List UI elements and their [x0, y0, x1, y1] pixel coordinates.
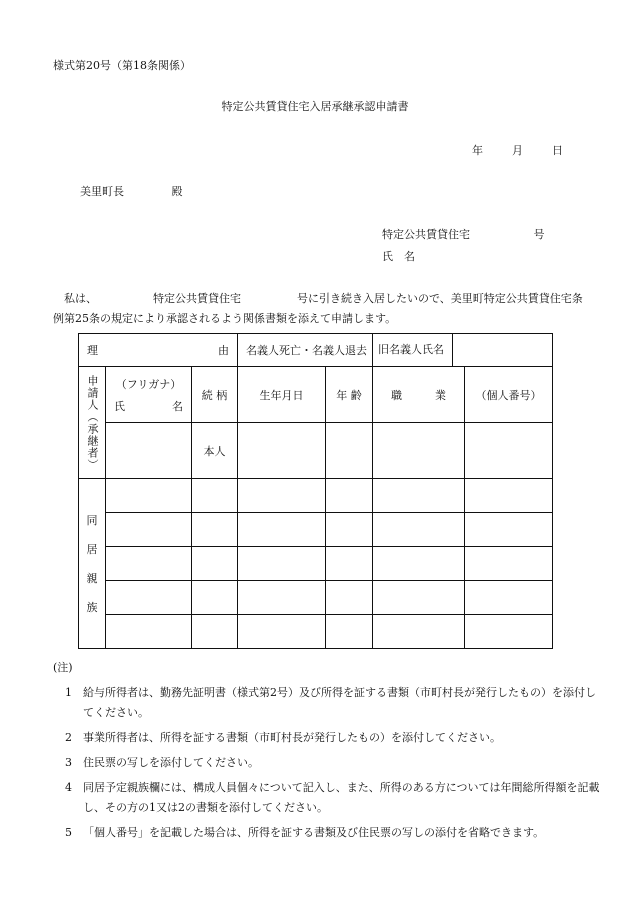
family-cell[interactable] [192, 581, 238, 615]
family-cell[interactable] [373, 615, 465, 649]
occupation-header: 職 業 [373, 367, 465, 423]
reason-label: 理 由 [79, 334, 238, 367]
family-section-label: 同 居 親 族 [79, 479, 106, 649]
family-cell[interactable] [192, 547, 238, 581]
applicant-occupation-cell[interactable] [373, 423, 465, 479]
former-name-label: 旧名義人氏名 [372, 334, 453, 366]
note-item: 3 住民票の写しを添付してください。 [65, 756, 259, 769]
family-cell[interactable] [373, 581, 465, 615]
notes-heading: (注) [53, 661, 73, 674]
family-cell[interactable] [192, 479, 238, 513]
applicant-section-label: 申請人（承継者） [79, 367, 106, 479]
age-header: 年 齢 [326, 367, 373, 423]
notes-section [53, 659, 603, 848]
family-cell[interactable] [326, 581, 373, 615]
reason-row [79, 334, 553, 367]
birthdate-header: 生年月日 [238, 367, 326, 423]
family-row [79, 513, 553, 547]
family-cell[interactable] [238, 615, 326, 649]
family-cell[interactable] [106, 581, 192, 615]
statement-part1: 私は、 [64, 292, 97, 305]
applicant-personal-number-cell[interactable] [465, 423, 553, 479]
family-cell[interactable] [192, 513, 238, 547]
family-cell[interactable] [326, 479, 373, 513]
personal-number-header: （個人番号） [465, 367, 553, 423]
statement-part3: 号に引き続き入居したいので、美里町特定公共賃貸住宅条例第25条の規定により承認されるよう関係書類を添えて申請します。 [53, 292, 583, 325]
note-item: 2 事業所得者は、所得を証する書類（市町村長が発行したもの）を添付してください。 [65, 731, 501, 744]
date-year: 年 [472, 144, 483, 157]
form-number: 様式第20号（第18条関係） [53, 59, 191, 72]
family-cell[interactable] [326, 513, 373, 547]
applicant-number-suffix: 号 [533, 228, 545, 241]
family-cell[interactable] [373, 513, 465, 547]
addressee [80, 183, 183, 199]
family-cell[interactable] [192, 615, 238, 649]
relation-header: 続 柄 [192, 367, 238, 423]
family-cell[interactable] [465, 479, 553, 513]
date-line [472, 142, 563, 158]
family-row [79, 615, 553, 649]
family-cell[interactable] [238, 513, 326, 547]
applicant-housing-label: 特定公共賃貸住宅 [382, 228, 470, 241]
family-cell[interactable] [465, 615, 553, 649]
header-row [79, 367, 553, 423]
statement-part2: 特定公共賃貸住宅 [153, 292, 241, 305]
applicant-name-label: 氏 名 [382, 250, 415, 263]
former-name-cell [373, 334, 553, 367]
family-cell[interactable] [326, 615, 373, 649]
applicant-relation-cell: 本人 [192, 423, 238, 479]
reason-value: 名義人死亡・名義人退去 [238, 334, 373, 367]
note-item: 4 同居予定親族欄には、構成人員個々について記入し、また、所得のある方については年間総所得額を記載し、その方の1又は2の書類を添付してください。 [65, 781, 600, 814]
application-statement [53, 289, 593, 329]
applicant-name-cell[interactable] [106, 423, 192, 479]
addressee-honorific: 殿 [171, 185, 183, 198]
addressee-name: 美里町長 [80, 185, 124, 198]
application-table [78, 333, 553, 649]
date-month: 月 [512, 144, 523, 157]
applicant-housing-line [382, 226, 545, 242]
family-cell[interactable] [465, 513, 553, 547]
family-cell[interactable] [238, 581, 326, 615]
family-row [79, 479, 553, 513]
family-cell[interactable] [106, 479, 192, 513]
family-cell[interactable] [373, 479, 465, 513]
date-day: 日 [552, 144, 563, 157]
note-item: 1 給与所得者は、勤務先証明書（様式第2号）及び所得を証する書類（市町村長が発行したもの）を添付してください。 [65, 686, 596, 719]
family-cell[interactable] [238, 547, 326, 581]
name-header: （フリガナ） 氏 名 [106, 367, 192, 423]
family-row [79, 547, 553, 581]
family-cell[interactable] [238, 479, 326, 513]
applicant-name-line [382, 248, 415, 264]
applicant-row [79, 423, 553, 479]
applicant-age-cell[interactable] [326, 423, 373, 479]
family-cell[interactable] [326, 547, 373, 581]
family-cell[interactable] [106, 513, 192, 547]
family-cell[interactable] [106, 547, 192, 581]
family-cell[interactable] [373, 547, 465, 581]
family-cell[interactable] [465, 581, 553, 615]
family-cell[interactable] [465, 547, 553, 581]
applicant-birthdate-cell[interactable] [238, 423, 326, 479]
family-row [79, 581, 553, 615]
note-item: 5 「個人番号」を記載した場合は、所得を証する書類及び住民票の写しの添付を省略できます。 [65, 826, 545, 839]
document-title: 特定公共賃貸住宅入居承継承認申請書 [221, 100, 409, 113]
family-cell[interactable] [106, 615, 192, 649]
